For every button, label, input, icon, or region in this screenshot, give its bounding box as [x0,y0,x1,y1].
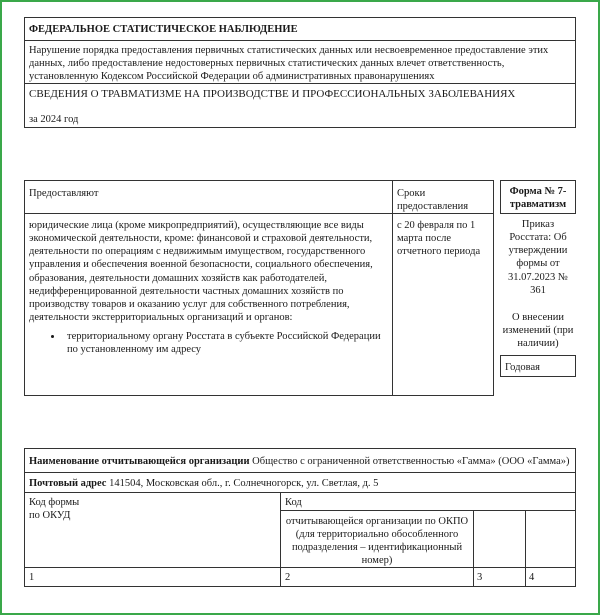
deadline-header: Сроки предоставления [397,188,469,213]
org-address-row [29,477,571,490]
form-order [500,218,576,350]
submitters-table [24,180,494,396]
org-name-value: Общество с ограниченной ответственностью «Гамма» (ООО «Гамма») [252,456,570,467]
submitters-list [29,330,384,356]
org-name-label: Наименование отчитывающейся организации [29,456,250,467]
col-number-2: 2 [285,572,291,583]
organization-table [24,448,576,587]
code-label: Код [285,497,302,508]
changes-text: О внесении изменений (при наличии) [502,311,574,349]
okpo-label: отчитывающейся организации по ОКПО (для территориально обособленного подразделения – идентификационный номер) [285,516,469,567]
okud-label: Код формы по ОКУД [29,497,80,522]
org-name-row [29,455,571,468]
deadline-text: с 20 февраля по 1 марта после отчетного периода [397,220,481,258]
report-period: за 2024 год [29,114,79,125]
survey-title: ФЕДЕРАЛЬНОЕ СТАТИСТИЧЕСКОЕ НАБЛЮДЕНИЕ [29,24,298,35]
col-number-4: 4 [529,572,535,583]
submitters-header: Предоставляют [29,188,99,199]
list-item: • территориальному органу Росстата в субъекте Российской Федерации по установленному им адресу [63,330,384,356]
submitters-description: юридические лица (кроме микропредприятий), осуществляющие все виды экономической деятельности, кроме: финансовой и страховой деятельности, деятельности по операциям с недвижимым имуществом, государственного управления и обеспечения военной безопасности, социального обеспечения, образования, деятельности домашних хозяйств как работодателей, недифференцированной деятельности частных домашних хозяйств по производству товаров и оказанию услуг для собственного потребления, деятельности экстерриториальных организаций и органов: [29,220,373,323]
col-number-3: 3 [477,572,483,583]
periodicity-box [500,355,576,377]
org-address-label: Почтовый адрес [29,478,107,489]
warning-text: Нарушение порядка предоставления первичных статистических данных или несвоевременное предоставление этих данных, либо предоставление недостоверных первичных статистических данных влечет ответственность, установленную Кодексом Российской Федерации об административных правонарушениях [29,45,549,83]
order-text: Приказ Росстата: Об утверждении формы от 31.07.2023 № 361 [508,219,568,296]
form-number-box [500,180,576,214]
header-block [24,17,576,128]
form-title: Форма № 7-травматизм [509,186,567,211]
org-address-value: 141504, Московская обл., г. Солнечногорск, ул. Светлая, д. 5 [109,478,379,489]
submitters-text [29,219,384,356]
periodicity: Годовая [505,362,540,373]
col-number-1: 1 [29,572,35,583]
report-name: СВЕДЕНИЯ О ТРАВМАТИЗМЕ НА ПРОИЗВОДСТВЕ И ПРОФЕССИОНАЛЬНЫХ ЗАБОЛЕВАНИЯХ [29,88,516,100]
